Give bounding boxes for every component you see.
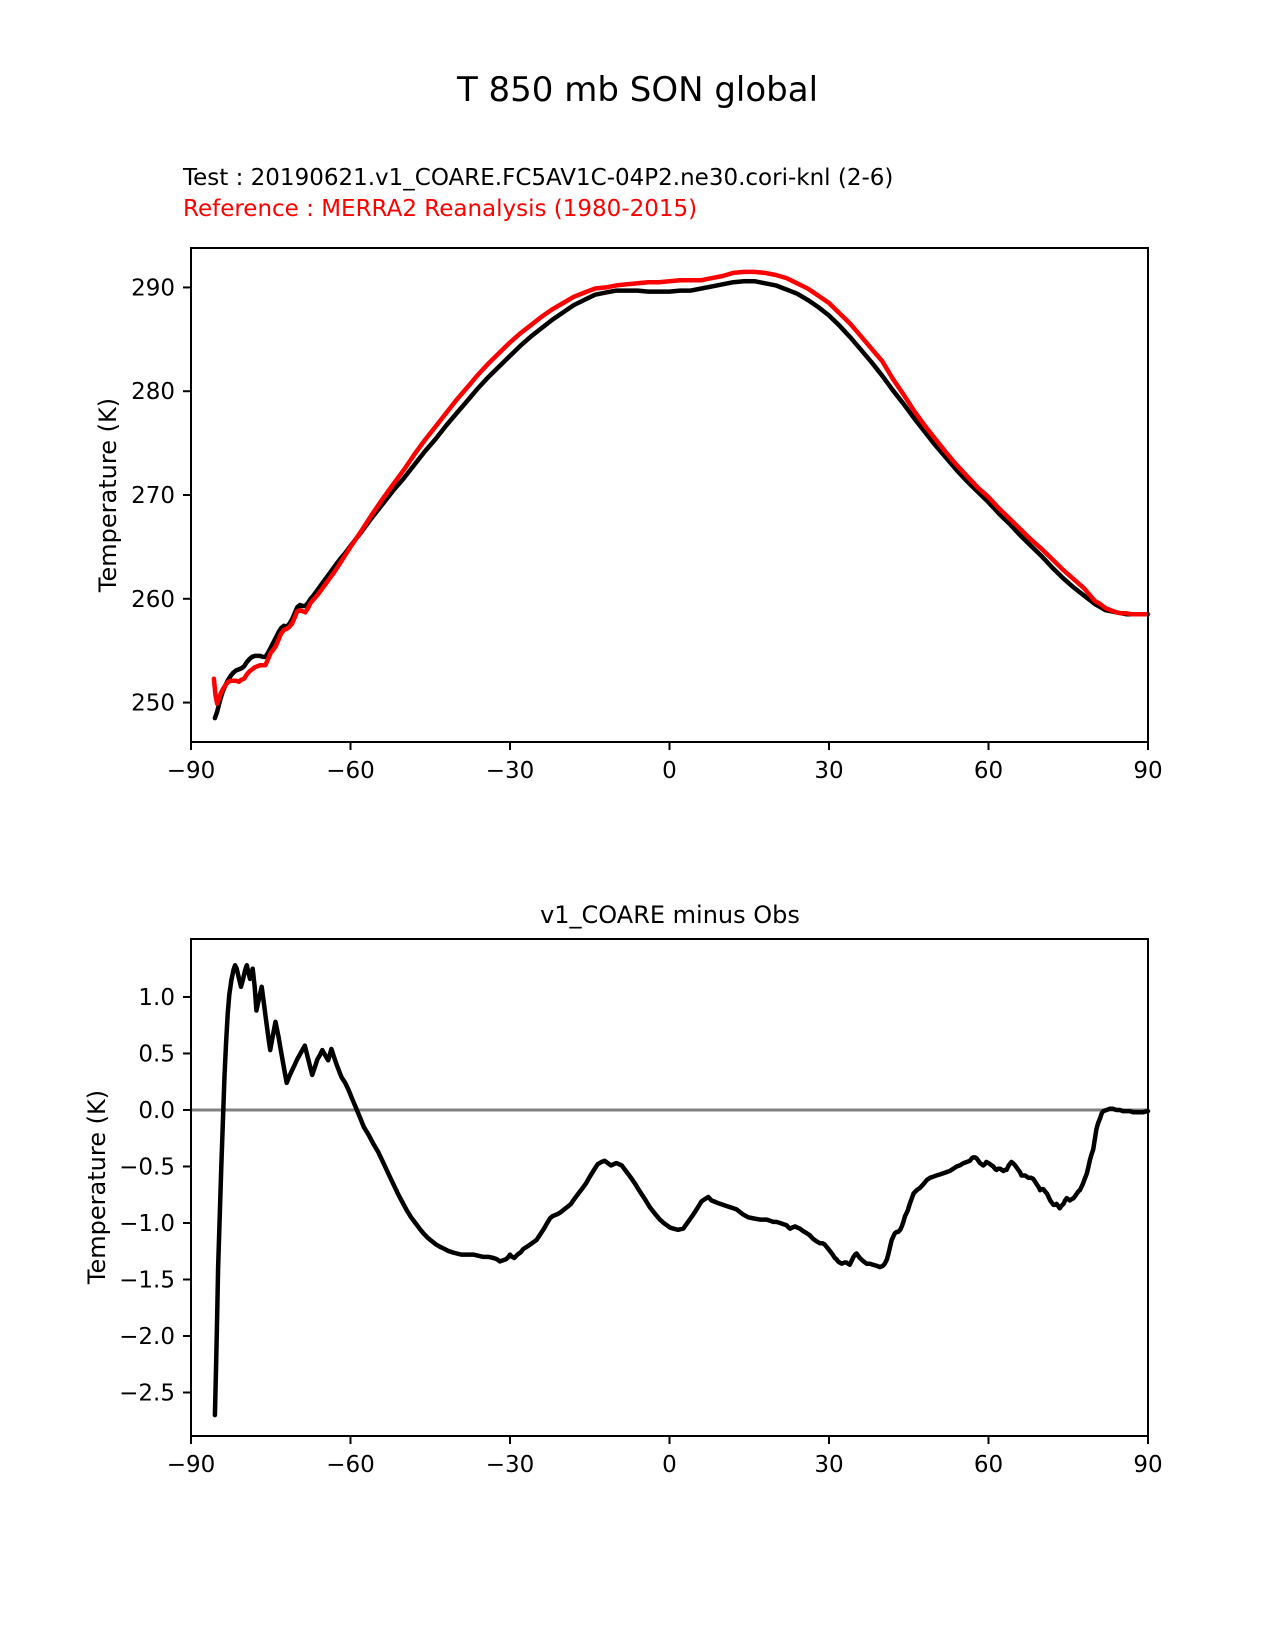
x-tick-label: 0: [662, 758, 677, 784]
y-tick-label: −2.0: [119, 1323, 175, 1350]
y-tick-label: −0.5: [119, 1154, 175, 1181]
y-tick-label: 0.5: [138, 1041, 175, 1068]
y-tick-label: −2.5: [119, 1380, 175, 1407]
y-tick-label: 250: [131, 690, 175, 717]
figure-title: T 850 mb SON global: [456, 70, 819, 110]
top-chart-ylabel: Temperature (K): [94, 397, 122, 593]
x-tick-label: −90: [166, 1452, 216, 1478]
legend-test-label: Test : 20190621.v1_COARE.FC5AV1C-04P2.ne30.cori-knl (2-6): [183, 165, 894, 191]
y-tick-label: 1.0: [138, 984, 175, 1011]
x-tick-label: −30: [485, 758, 535, 784]
plot-frame: [191, 939, 1148, 1436]
x-tick-label: 30: [814, 1452, 844, 1478]
bottom-chart-title: v1_COARE minus Obs: [540, 901, 800, 929]
x-tick-label: 0: [662, 1452, 677, 1478]
x-tick-label: −60: [326, 758, 375, 784]
y-tick-label: 0.0: [138, 1097, 175, 1124]
bottom-chart-ylabel: Temperature (K): [83, 1089, 111, 1285]
x-tick-label: −90: [166, 758, 216, 784]
y-tick-label: 280: [131, 379, 175, 406]
y-tick-label: 260: [131, 586, 175, 613]
y-tick-label: 290: [131, 275, 175, 302]
x-tick-label: 60: [973, 758, 1004, 784]
x-tick-label: −60: [326, 1452, 375, 1478]
y-tick-label: −1.0: [119, 1210, 175, 1237]
x-tick-label: 30: [814, 758, 844, 784]
difference-series-line: [215, 965, 1148, 1415]
y-tick-label: −1.5: [119, 1267, 175, 1294]
x-tick-label: −30: [485, 1452, 535, 1478]
y-tick-label: 270: [131, 483, 175, 509]
x-tick-label: 90: [1133, 1452, 1163, 1478]
x-tick-label: 90: [1133, 758, 1163, 784]
x-tick-label: 60: [973, 1452, 1004, 1478]
legend-reference-label: Reference : MERRA2 Reanalysis (1980-2015): [183, 196, 698, 222]
